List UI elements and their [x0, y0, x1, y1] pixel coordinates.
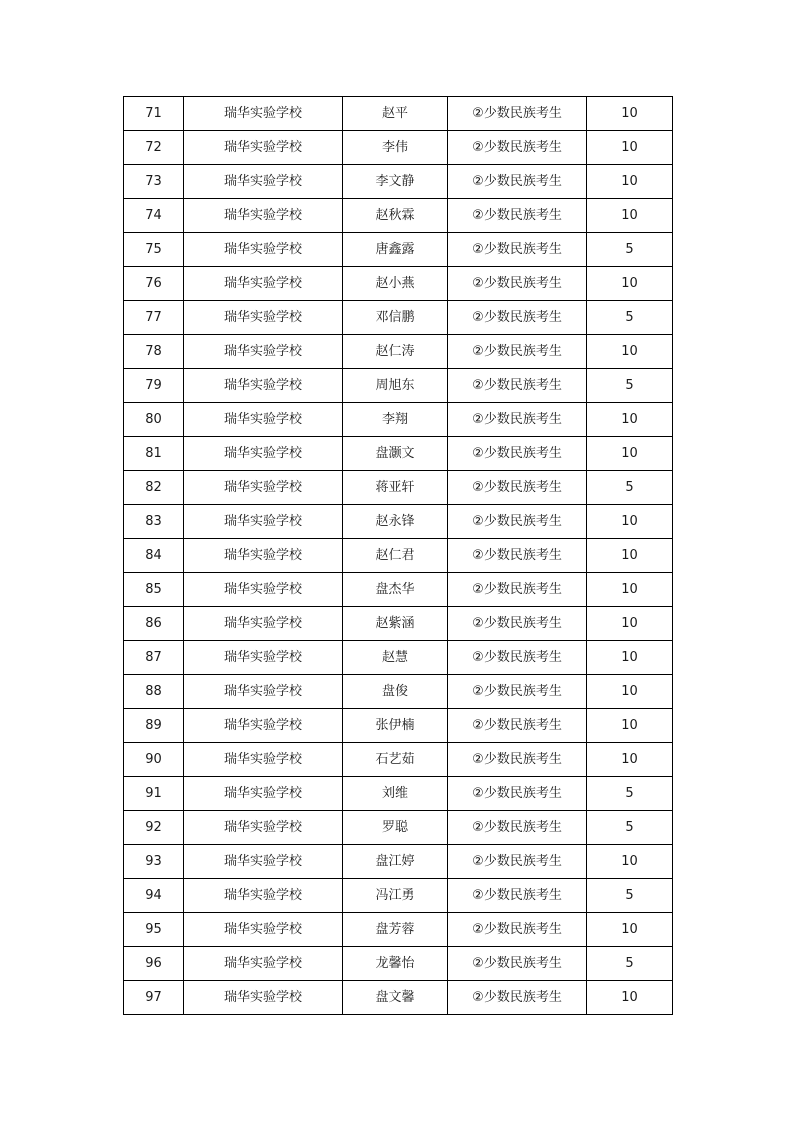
- category-cell: ②少数民族考生: [448, 879, 587, 913]
- category-cell: ②少数民族考生: [448, 335, 587, 369]
- bonus-points-cell: 10: [587, 709, 673, 743]
- row-number-cell: 74: [124, 199, 184, 233]
- student-name-cell: 龙馨怡: [343, 947, 448, 981]
- bonus-points-cell: 5: [587, 369, 673, 403]
- category-cell: ②少数民族考生: [448, 743, 587, 777]
- row-number-cell: 78: [124, 335, 184, 369]
- table-row: [124, 743, 673, 777]
- bonus-points-cell: 10: [587, 165, 673, 199]
- row-number-cell: 83: [124, 505, 184, 539]
- table-row: [124, 913, 673, 947]
- category-cell: ②少数民族考生: [448, 913, 587, 947]
- category-cell: ②少数民族考生: [448, 131, 587, 165]
- student-name-cell: 赵仁涛: [343, 335, 448, 369]
- student-name-cell: 刘维: [343, 777, 448, 811]
- school-cell: 瑞华实验学校: [184, 709, 343, 743]
- school-cell: 瑞华实验学校: [184, 743, 343, 777]
- table-row: [124, 335, 673, 369]
- category-cell: ②少数民族考生: [448, 845, 587, 879]
- school-cell: 瑞华实验学校: [184, 539, 343, 573]
- category-cell: ②少数民族考生: [448, 981, 587, 1015]
- student-name-cell: 赵秋霖: [343, 199, 448, 233]
- student-name-cell: 赵仁君: [343, 539, 448, 573]
- category-cell: ②少数民族考生: [448, 947, 587, 981]
- row-number-cell: 76: [124, 267, 184, 301]
- table-row: [124, 403, 673, 437]
- table-row: [124, 471, 673, 505]
- table-row: [124, 777, 673, 811]
- category-cell: ②少数民族考生: [448, 777, 587, 811]
- table-row: [124, 233, 673, 267]
- school-cell: 瑞华实验学校: [184, 301, 343, 335]
- bonus-points-cell: 10: [587, 97, 673, 131]
- table-row: [124, 981, 673, 1015]
- school-cell: 瑞华实验学校: [184, 981, 343, 1015]
- school-cell: 瑞华实验学校: [184, 131, 343, 165]
- row-number-cell: 79: [124, 369, 184, 403]
- student-name-cell: 冯江勇: [343, 879, 448, 913]
- row-number-cell: 88: [124, 675, 184, 709]
- category-cell: ②少数民族考生: [448, 675, 587, 709]
- category-cell: ②少数民族考生: [448, 437, 587, 471]
- student-name-cell: 赵慧: [343, 641, 448, 675]
- row-number-cell: 73: [124, 165, 184, 199]
- bonus-points-cell: 5: [587, 811, 673, 845]
- category-cell: ②少数民族考生: [448, 505, 587, 539]
- school-cell: 瑞华实验学校: [184, 675, 343, 709]
- student-name-cell: 李翔: [343, 403, 448, 437]
- table-row: [124, 301, 673, 335]
- row-number-cell: 92: [124, 811, 184, 845]
- table-row: [124, 369, 673, 403]
- category-cell: ②少数民族考生: [448, 641, 587, 675]
- student-name-cell: 赵紫涵: [343, 607, 448, 641]
- student-name-cell: 赵平: [343, 97, 448, 131]
- student-name-cell: 盘杰华: [343, 573, 448, 607]
- student-name-cell: 蒋亚轩: [343, 471, 448, 505]
- table-row: [124, 845, 673, 879]
- category-cell: ②少数民族考生: [448, 539, 587, 573]
- table-row: [124, 437, 673, 471]
- row-number-cell: 72: [124, 131, 184, 165]
- category-cell: ②少数民族考生: [448, 369, 587, 403]
- school-cell: 瑞华实验学校: [184, 845, 343, 879]
- student-roster-table: [123, 96, 673, 1015]
- school-cell: 瑞华实验学校: [184, 437, 343, 471]
- bonus-points-cell: 10: [587, 267, 673, 301]
- school-cell: 瑞华实验学校: [184, 471, 343, 505]
- category-cell: ②少数民族考生: [448, 403, 587, 437]
- table-row: [124, 709, 673, 743]
- row-number-cell: 95: [124, 913, 184, 947]
- table-row: [124, 97, 673, 131]
- student-name-cell: 盘江婷: [343, 845, 448, 879]
- row-number-cell: 71: [124, 97, 184, 131]
- table-row: [124, 199, 673, 233]
- category-cell: ②少数民族考生: [448, 165, 587, 199]
- school-cell: 瑞华实验学校: [184, 369, 343, 403]
- category-cell: ②少数民族考生: [448, 709, 587, 743]
- bonus-points-cell: 10: [587, 743, 673, 777]
- student-name-cell: 张伊楠: [343, 709, 448, 743]
- row-number-cell: 89: [124, 709, 184, 743]
- student-name-cell: 邓信鹏: [343, 301, 448, 335]
- table-row: [124, 573, 673, 607]
- student-name-cell: 盘灏文: [343, 437, 448, 471]
- row-number-cell: 86: [124, 607, 184, 641]
- category-cell: ②少数民族考生: [448, 199, 587, 233]
- student-name-cell: 唐鑫露: [343, 233, 448, 267]
- bonus-points-cell: 5: [587, 233, 673, 267]
- table-row: [124, 641, 673, 675]
- student-name-cell: 石艺茹: [343, 743, 448, 777]
- table-row: [124, 947, 673, 981]
- bonus-points-cell: 5: [587, 471, 673, 505]
- table-row: [124, 267, 673, 301]
- bonus-points-cell: 10: [587, 335, 673, 369]
- school-cell: 瑞华实验学校: [184, 505, 343, 539]
- row-number-cell: 91: [124, 777, 184, 811]
- bonus-points-cell: 10: [587, 845, 673, 879]
- bonus-points-cell: 10: [587, 437, 673, 471]
- student-name-cell: 罗聪: [343, 811, 448, 845]
- category-cell: ②少数民族考生: [448, 607, 587, 641]
- student-name-cell: 李文静: [343, 165, 448, 199]
- bonus-points-cell: 10: [587, 573, 673, 607]
- school-cell: 瑞华实验学校: [184, 811, 343, 845]
- category-cell: ②少数民族考生: [448, 97, 587, 131]
- row-number-cell: 96: [124, 947, 184, 981]
- school-cell: 瑞华实验学校: [184, 165, 343, 199]
- bonus-points-cell: 10: [587, 131, 673, 165]
- row-number-cell: 93: [124, 845, 184, 879]
- category-cell: ②少数民族考生: [448, 267, 587, 301]
- bonus-points-cell: 5: [587, 777, 673, 811]
- school-cell: 瑞华实验学校: [184, 97, 343, 131]
- category-cell: ②少数民族考生: [448, 471, 587, 505]
- table-row: [124, 131, 673, 165]
- category-cell: ②少数民族考生: [448, 233, 587, 267]
- school-cell: 瑞华实验学校: [184, 947, 343, 981]
- school-cell: 瑞华实验学校: [184, 403, 343, 437]
- bonus-points-cell: 10: [587, 505, 673, 539]
- row-number-cell: 85: [124, 573, 184, 607]
- school-cell: 瑞华实验学校: [184, 913, 343, 947]
- table-row: [124, 607, 673, 641]
- category-cell: ②少数民族考生: [448, 811, 587, 845]
- row-number-cell: 75: [124, 233, 184, 267]
- bonus-points-cell: 10: [587, 539, 673, 573]
- category-cell: ②少数民族考生: [448, 301, 587, 335]
- student-name-cell: 盘俊: [343, 675, 448, 709]
- table-row: [124, 675, 673, 709]
- table-row: [124, 811, 673, 845]
- row-number-cell: 90: [124, 743, 184, 777]
- school-cell: 瑞华实验学校: [184, 267, 343, 301]
- row-number-cell: 94: [124, 879, 184, 913]
- table-row: [124, 505, 673, 539]
- bonus-points-cell: 10: [587, 607, 673, 641]
- student-name-cell: 赵小燕: [343, 267, 448, 301]
- student-name-cell: 李伟: [343, 131, 448, 165]
- school-cell: 瑞华实验学校: [184, 879, 343, 913]
- bonus-points-cell: 5: [587, 947, 673, 981]
- row-number-cell: 84: [124, 539, 184, 573]
- bonus-points-cell: 10: [587, 403, 673, 437]
- school-cell: 瑞华实验学校: [184, 607, 343, 641]
- bonus-points-cell: 10: [587, 675, 673, 709]
- row-number-cell: 82: [124, 471, 184, 505]
- bonus-points-cell: 10: [587, 981, 673, 1015]
- student-name-cell: 盘文馨: [343, 981, 448, 1015]
- school-cell: 瑞华实验学校: [184, 335, 343, 369]
- bonus-points-cell: 5: [587, 879, 673, 913]
- roster-body: [124, 97, 673, 1015]
- school-cell: 瑞华实验学校: [184, 199, 343, 233]
- school-cell: 瑞华实验学校: [184, 233, 343, 267]
- table-row: [124, 539, 673, 573]
- row-number-cell: 77: [124, 301, 184, 335]
- student-name-cell: 盘芳蓉: [343, 913, 448, 947]
- school-cell: 瑞华实验学校: [184, 573, 343, 607]
- student-name-cell: 赵永锋: [343, 505, 448, 539]
- row-number-cell: 80: [124, 403, 184, 437]
- row-number-cell: 81: [124, 437, 184, 471]
- row-number-cell: 87: [124, 641, 184, 675]
- bonus-points-cell: 5: [587, 301, 673, 335]
- bonus-points-cell: 10: [587, 199, 673, 233]
- bonus-points-cell: 10: [587, 641, 673, 675]
- row-number-cell: 97: [124, 981, 184, 1015]
- student-name-cell: 周旭东: [343, 369, 448, 403]
- table-row: [124, 879, 673, 913]
- category-cell: ②少数民族考生: [448, 573, 587, 607]
- school-cell: 瑞华实验学校: [184, 777, 343, 811]
- bonus-points-cell: 10: [587, 913, 673, 947]
- table-row: [124, 165, 673, 199]
- school-cell: 瑞华实验学校: [184, 641, 343, 675]
